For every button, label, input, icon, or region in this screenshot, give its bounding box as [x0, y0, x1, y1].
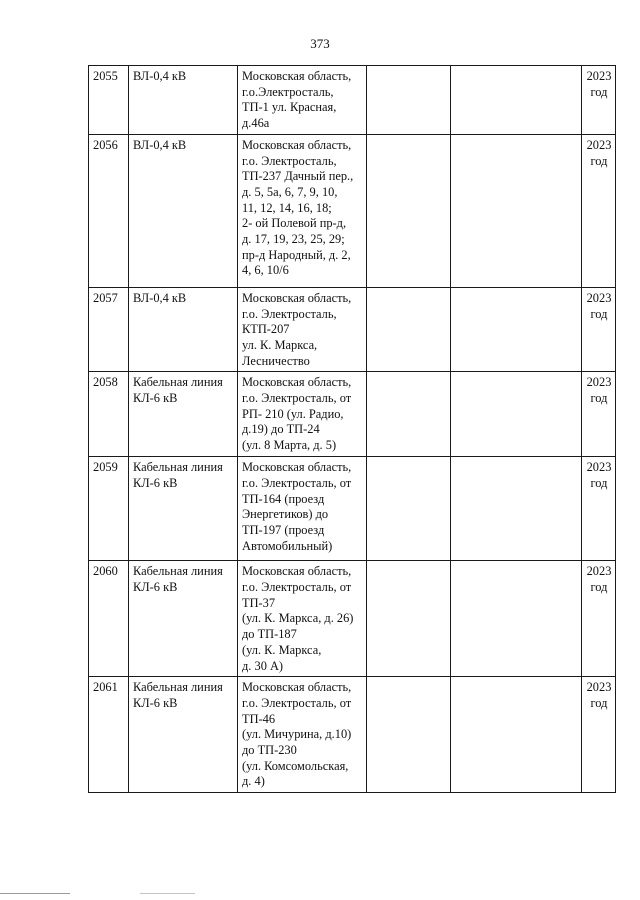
location-line: Энергетиков) до: [242, 507, 329, 522]
location-line: д. 5, 5а, 6, 7, 9, 10,: [242, 184, 338, 199]
location-line: Московская область,: [242, 564, 352, 579]
registry-table-body: [89, 66, 616, 793]
year-cell: [582, 66, 616, 135]
location-line: ТП-1 ул. Красная,: [242, 100, 337, 115]
table-row: [89, 677, 616, 793]
location-line: КТП-207: [242, 322, 290, 337]
row-number-cell: 2056: [89, 134, 129, 287]
location-line: г.о. Электросталь,: [242, 153, 337, 168]
table-row: [89, 561, 616, 677]
year-unit: год: [590, 84, 608, 99]
location-line: 11, 12, 14, 16, 18;: [242, 200, 332, 215]
location-line: д. 4): [242, 774, 265, 789]
location-line: (ул. К. Маркса,: [242, 642, 322, 657]
row-number-cell: 2057: [89, 287, 129, 372]
table-row: [89, 66, 616, 135]
object-name-cell: [129, 561, 238, 677]
object-name-cell: [129, 457, 238, 561]
year-value: 2023: [586, 564, 612, 579]
location-line: Московская область,: [242, 460, 352, 475]
object-name-line: Кабельная линия: [133, 375, 223, 390]
object-name-line: ВЛ-0,4 кВ: [133, 69, 187, 83]
row-number-cell: 2058: [89, 372, 129, 457]
extra-cell: [367, 66, 451, 135]
scan-artifact-line: [0, 893, 70, 894]
extra-cell: [367, 372, 451, 457]
extra-cell: [367, 677, 451, 793]
table-row: [89, 372, 616, 457]
object-name-cell: [129, 287, 238, 372]
object-name-cell: [129, 134, 238, 287]
location-line: г.о. Электросталь,: [242, 306, 337, 321]
location-line: (ул. 8 Марта, д. 5): [242, 438, 337, 453]
year-unit: год: [590, 306, 608, 321]
location-line: ТП-197 (проезд: [242, 523, 325, 538]
blank-cell: [451, 372, 582, 457]
location-cell: [238, 372, 367, 457]
row-number-cell: 2060: [89, 561, 129, 677]
location-cell: [238, 134, 367, 287]
object-name-line: Кабельная линия: [133, 564, 223, 579]
object-name-line: КЛ-6 кВ: [133, 580, 178, 595]
location-line: ул. К. Маркса,: [242, 337, 318, 352]
year-value: 2023: [586, 680, 612, 695]
location-line: до ТП-230: [242, 743, 297, 758]
row-number-cell: 2055: [89, 66, 129, 135]
location-line: 2- ой Полевой пр-д,: [242, 216, 347, 231]
location-line: до ТП-187: [242, 627, 297, 642]
object-name-cell: [129, 372, 238, 457]
year-cell: [582, 561, 616, 677]
table-row: [89, 287, 616, 372]
location-line: Московская область,: [242, 680, 352, 695]
year-cell: [582, 457, 616, 561]
object-name-line: ВЛ-0,4 кВ: [133, 137, 187, 152]
location-line: РП- 210 (ул. Радио,: [242, 406, 344, 421]
blank-cell: [451, 677, 582, 793]
extra-cell: [367, 561, 451, 677]
location-line: д.46а: [242, 116, 270, 131]
location-line: (ул. К. Маркса, д. 26): [242, 611, 354, 626]
year-value: 2023: [586, 460, 612, 475]
location-line: (ул. Комсомольская,: [242, 758, 349, 773]
location-cell: [238, 66, 367, 135]
object-name-line: КЛ-6 кВ: [133, 476, 178, 491]
location-line: д. 17, 19, 23, 25, 29;: [242, 232, 345, 247]
location-line: Московская область,: [242, 137, 352, 152]
blank-cell: [451, 287, 582, 372]
extra-cell: [367, 457, 451, 561]
location-line: Автомобильный): [242, 538, 333, 553]
table-row: [89, 134, 616, 287]
year-value: 2023: [586, 69, 612, 83]
location-line: г.о. Электросталь, от: [242, 695, 352, 710]
object-name-cell: [129, 677, 238, 793]
year-cell: [582, 287, 616, 372]
year-cell: [582, 134, 616, 287]
year-unit: год: [590, 391, 608, 406]
year-value: 2023: [586, 137, 612, 152]
object-name-cell: [129, 66, 238, 135]
year-value: 2023: [586, 375, 612, 390]
object-name-line: КЛ-6 кВ: [133, 391, 178, 406]
object-name-line: Кабельная линия: [133, 460, 223, 475]
location-cell: [238, 677, 367, 793]
registry-table: [88, 65, 616, 793]
location-cell: [238, 561, 367, 677]
row-number-cell: 2061: [89, 677, 129, 793]
blank-cell: [451, 457, 582, 561]
location-line: (ул. Мичурина, д.10): [242, 727, 352, 742]
location-line: пр-д Народный, д. 2,: [242, 247, 351, 262]
location-line: д.19) до ТП-24: [242, 422, 320, 437]
location-cell: [238, 287, 367, 372]
year-unit: год: [590, 695, 608, 710]
location-line: Московская область,: [242, 375, 352, 390]
location-line: г.о. Электросталь, от: [242, 391, 352, 406]
location-line: д. 30 А): [242, 658, 284, 673]
location-line: г.о. Электросталь, от: [242, 476, 352, 491]
location-line: ТП-164 (проезд: [242, 491, 325, 506]
location-cell: [238, 457, 367, 561]
extra-cell: [367, 134, 451, 287]
location-line: Московская область,: [242, 290, 352, 305]
blank-cell: [451, 561, 582, 677]
location-line: Московская область,: [242, 69, 352, 83]
year-value: 2023: [586, 290, 612, 305]
object-name-line: Кабельная линия: [133, 680, 223, 695]
blank-cell: [451, 66, 582, 135]
year-cell: [582, 372, 616, 457]
row-number-cell: 2059: [89, 457, 129, 561]
location-line: г.о.Электросталь,: [242, 84, 334, 99]
extra-cell: [367, 287, 451, 372]
location-line: г.о. Электросталь, от: [242, 580, 352, 595]
table-row: [89, 457, 616, 561]
location-line: ТП-46: [242, 711, 276, 726]
location-line: Лесничество: [242, 353, 310, 368]
location-line: ТП-37: [242, 595, 276, 610]
object-name-line: КЛ-6 кВ: [133, 695, 178, 710]
year-unit: год: [590, 580, 608, 595]
year-unit: год: [590, 476, 608, 491]
location-line: ТП-237 Дачный пер.,: [242, 169, 354, 184]
object-name-line: ВЛ-0,4 кВ: [133, 290, 187, 305]
year-cell: [582, 677, 616, 793]
blank-cell: [451, 134, 582, 287]
page-number: 373: [310, 36, 330, 51]
scan-artifact-line: [140, 893, 195, 894]
location-line: 4, 6, 10/6: [242, 263, 289, 278]
year-unit: год: [590, 153, 608, 168]
